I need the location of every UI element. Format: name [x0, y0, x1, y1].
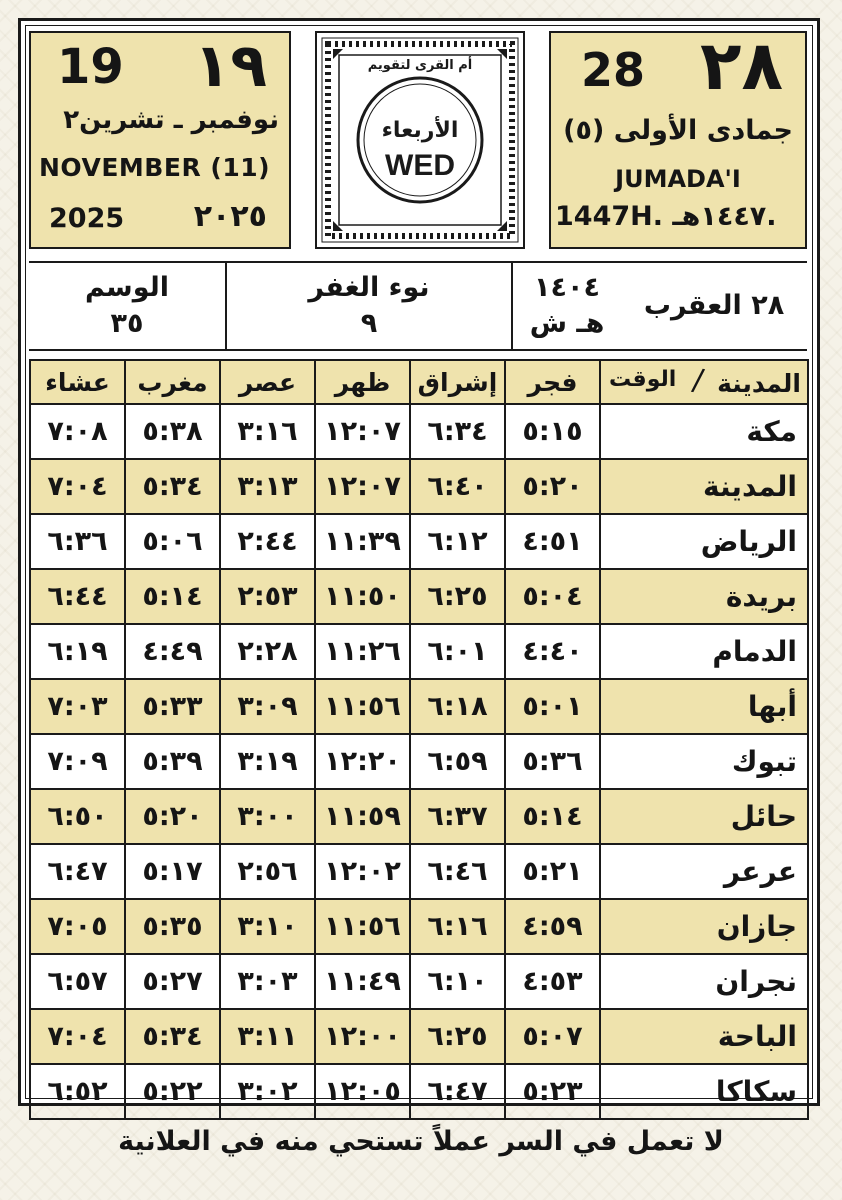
- time-cell: ٥:٣٤: [125, 459, 220, 514]
- time-cell: ٥:٠١: [505, 679, 600, 734]
- time-cell: ٥:٢٠: [505, 459, 600, 514]
- time-cell: ٥:٠٦: [125, 514, 220, 569]
- time-cell: ٥:٠٤: [505, 569, 600, 624]
- time-cell: ٣:١٣: [220, 459, 315, 514]
- time-cell: ٦:١٠: [410, 954, 505, 1009]
- scorpio-cell: [621, 263, 807, 349]
- time-cell: ١١:٥٦: [315, 899, 410, 954]
- time-cell: ١١:٥٦: [315, 679, 410, 734]
- time-cell: ٤:٥١: [505, 514, 600, 569]
- time-cell: ٦:١٢: [410, 514, 505, 569]
- table-row: [30, 569, 808, 624]
- time-cell: ٦:١٨: [410, 679, 505, 734]
- time-cell: ٣:٠٣: [220, 954, 315, 1009]
- time-cell: ٧:٠٣: [30, 679, 125, 734]
- col-dhuhr: ظهر: [315, 360, 410, 404]
- season-row: [29, 261, 807, 351]
- solar-year-suffix: هـ ش: [529, 308, 605, 339]
- time-cell: ٦:٤٦: [410, 844, 505, 899]
- time-cell: ٦:٥٢: [30, 1064, 125, 1119]
- table-row: [30, 459, 808, 514]
- prayer-times-table: [29, 359, 809, 1120]
- table-row: [30, 624, 808, 679]
- city-name: حائل: [600, 789, 808, 844]
- time-cell: ٣:١٠: [220, 899, 315, 954]
- city-name: عرعر: [600, 844, 808, 899]
- time-cell: ٦:٠١: [410, 624, 505, 679]
- time-cell: ٦:٢٥: [410, 569, 505, 624]
- time-cell: ٢:٢٨: [220, 624, 315, 679]
- calendar-sheet: [18, 18, 820, 1106]
- wasm-label: الوسم: [84, 272, 170, 303]
- footer-proverb: لا تعمل في السر عملاً تستحي منه في العلانية: [118, 1126, 724, 1157]
- naw-cell: [225, 263, 511, 349]
- time-cell: ٦:١٦: [410, 899, 505, 954]
- gregorian-year-ar: ٢٠٢٥: [193, 199, 267, 234]
- table-row: [30, 789, 808, 844]
- time-cell: ١٢:٠٠: [315, 1009, 410, 1064]
- time-cell: ٢:٥٣: [220, 569, 315, 624]
- time-cell: ١١:٢٦: [315, 624, 410, 679]
- time-cell: ٣:٠٢: [220, 1064, 315, 1119]
- city-name: المدينة: [600, 459, 808, 514]
- time-cell: ٢:٥٦: [220, 844, 315, 899]
- city-name: الرياض: [600, 514, 808, 569]
- time-cell: ١١:٤٩: [315, 954, 410, 1009]
- time-cell: ١٢:٠٧: [315, 404, 410, 459]
- time-cell: ٤:٥٣: [505, 954, 600, 1009]
- gregorian-month-ar: نوفمبر ـ تشرين٢: [63, 105, 279, 135]
- time-cell: ٧:٠٩: [30, 734, 125, 789]
- weekday-en: WED: [385, 149, 455, 182]
- city-name: بريدة: [600, 569, 808, 624]
- time-cell: ٦:٤٧: [410, 1064, 505, 1119]
- col-asr: عصر: [220, 360, 315, 404]
- time-cell: ٥:٣٩: [125, 734, 220, 789]
- time-cell: ٦:٢٥: [410, 1009, 505, 1064]
- hijri-day-ar: ٢٨: [699, 27, 783, 106]
- hijri-date-box: [549, 27, 807, 249]
- time-cell: ٦:٤٤: [30, 569, 125, 624]
- gregorian-day-en: 19: [57, 39, 124, 95]
- time-cell: ١١:٥٠: [315, 569, 410, 624]
- naw-value: ٩: [360, 308, 378, 339]
- city-name: سكاكا: [600, 1064, 808, 1119]
- solar-year-cell: [511, 263, 621, 349]
- time-cell: ٣:١٩: [220, 734, 315, 789]
- time-cell: ٦:٣٧: [410, 789, 505, 844]
- table-row: [30, 734, 808, 789]
- divider-slash-icon: /: [690, 362, 707, 399]
- city-name: الدمام: [600, 624, 808, 679]
- time-cell: ٤:٥٩: [505, 899, 600, 954]
- scorpio-date: ٢٨ العقرب: [643, 290, 785, 321]
- hijri-day-en: 28: [581, 43, 646, 97]
- city-name: الباحة: [600, 1009, 808, 1064]
- time-cell: ٧:٠٤: [30, 459, 125, 514]
- wasm-cell: [29, 263, 225, 349]
- time-cell: ٤:٤٩: [125, 624, 220, 679]
- time-cell: ٦:٤٧: [30, 844, 125, 899]
- gregorian-year-en: 2025: [49, 203, 125, 234]
- time-cell: ٦:٥٩: [410, 734, 505, 789]
- time-cell: ٥:٣٤: [125, 1009, 220, 1064]
- header-city: المدينة: [717, 369, 801, 398]
- hijri-year: 1447H. ١٤٤٧هـ.: [555, 201, 777, 232]
- table-header-row: [30, 360, 808, 404]
- gregorian-date-box: [29, 31, 291, 249]
- time-cell: ٣:٠٠: [220, 789, 315, 844]
- time-cell: ٦:٥٧: [30, 954, 125, 1009]
- time-cell: ٧:٠٨: [30, 404, 125, 459]
- time-cell: ٢:٤٤: [220, 514, 315, 569]
- time-cell: ٣:٠٩: [220, 679, 315, 734]
- city-name: مكة: [600, 404, 808, 459]
- time-cell: ١٢:٠٥: [315, 1064, 410, 1119]
- time-cell: ٥:٠٧: [505, 1009, 600, 1064]
- time-cell: ٥:٢٠: [125, 789, 220, 844]
- time-cell: ٧:٠٤: [30, 1009, 125, 1064]
- time-cell: ٦:٥٠: [30, 789, 125, 844]
- col-fajr: فجر: [505, 360, 600, 404]
- time-cell: ٦:٤٠: [410, 459, 505, 514]
- hijri-month-en: JUMADA'I: [615, 165, 741, 193]
- time-cell: ٥:٣٨: [125, 404, 220, 459]
- time-cell: ٦:٣٦: [30, 514, 125, 569]
- hijri-month-ar: جمادى الأولى (٥): [563, 115, 793, 146]
- col-city-time: [600, 360, 808, 404]
- col-maghrib: مغرب: [125, 360, 220, 404]
- time-cell: ٥:٢١: [505, 844, 600, 899]
- time-cell: ٦:٣٤: [410, 404, 505, 459]
- city-name: جازان: [600, 899, 808, 954]
- time-cell: ٥:١٥: [505, 404, 600, 459]
- time-cell: ٦:١٩: [30, 624, 125, 679]
- time-cell: ٥:٣٦: [505, 734, 600, 789]
- city-name: أبها: [600, 679, 808, 734]
- time-cell: ١٢:٢٠: [315, 734, 410, 789]
- time-cell: ١٢:٠٧: [315, 459, 410, 514]
- time-cell: ٧:٠٥: [30, 899, 125, 954]
- time-cell: ٤:٤٠: [505, 624, 600, 679]
- time-cell: ٥:٢٢: [125, 1064, 220, 1119]
- table-row: [30, 1009, 808, 1064]
- header-time: الوقت: [609, 367, 677, 392]
- gregorian-day-ar: ١٩: [193, 31, 267, 101]
- weekday-ar: الأربعاء: [381, 118, 459, 143]
- table-row: [30, 404, 808, 459]
- table-row: [30, 679, 808, 734]
- table-row: [30, 514, 808, 569]
- solar-year: ١٤٠٤: [534, 272, 600, 303]
- table-row: [30, 1064, 808, 1119]
- time-cell: ١١:٣٩: [315, 514, 410, 569]
- emblem-border-text: أم القرى لتقويم: [367, 58, 473, 73]
- time-cell: ٥:٣٣: [125, 679, 220, 734]
- time-cell: ٥:١٧: [125, 844, 220, 899]
- time-cell: ١٢:٠٢: [315, 844, 410, 899]
- weekday-emblem: [313, 29, 527, 251]
- city-name: نجران: [600, 954, 808, 1009]
- time-cell: ٥:١٤: [505, 789, 600, 844]
- col-sunrise: إشراق: [410, 360, 505, 404]
- time-cell: ٥:٢٣: [505, 1064, 600, 1119]
- time-cell: ٥:١٤: [125, 569, 220, 624]
- gregorian-month-en: NOVEMBER (11): [39, 153, 271, 182]
- table-row: [30, 844, 808, 899]
- time-cell: ٥:٢٧: [125, 954, 220, 1009]
- ornament-frame-icon: [313, 29, 527, 251]
- time-cell: ٣:١٦: [220, 404, 315, 459]
- time-cell: ٣:١١: [220, 1009, 315, 1064]
- table-row: [30, 899, 808, 954]
- naw-label: نوء الغفر: [308, 272, 430, 303]
- table-row: [30, 954, 808, 1009]
- city-name: تبوك: [600, 734, 808, 789]
- col-isha: عشاء: [30, 360, 125, 404]
- time-cell: ٥:٣٥: [125, 899, 220, 954]
- time-cell: ١١:٥٩: [315, 789, 410, 844]
- wasm-value: ٣٥: [110, 308, 144, 339]
